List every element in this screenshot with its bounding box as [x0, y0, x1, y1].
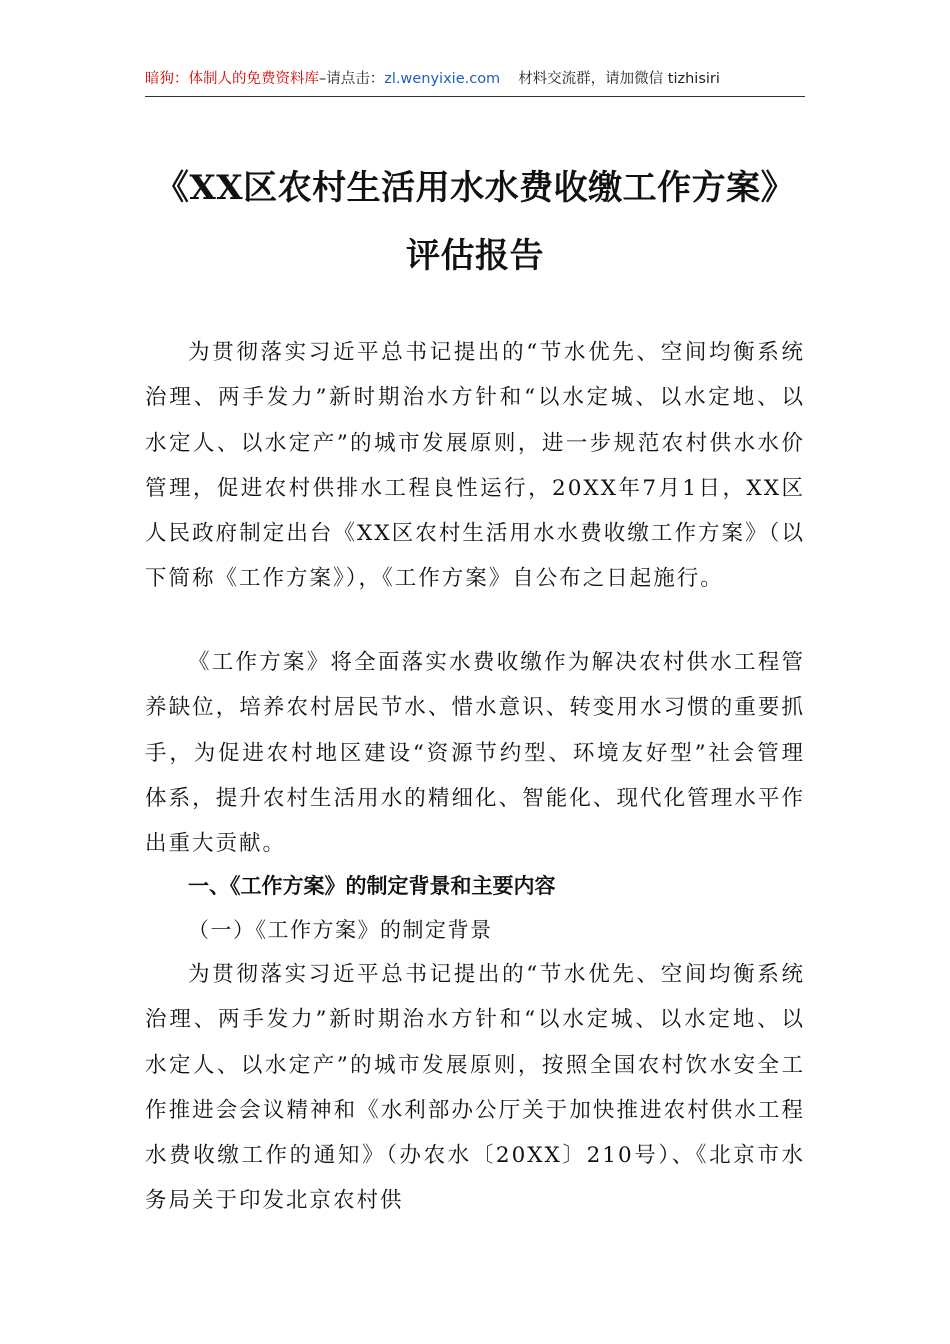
section-heading: 一、《工作方案》的制定背景和主要内容	[188, 874, 556, 898]
paragraph-summary: 《工作方案》将全面落实水费收缴作为解决农村供水工程管养缺位，培养农村居民节水、惜水意识、转变用水习惯的重要抓手，为促进农村地区建设“资源节约型、环境友好型”社会管理体系，提升农村生活用水的精细化、智能化、现代化管理水平作出重大贡献。	[145, 650, 805, 857]
header-contact: 材料交流群，请加微信 tizhisiri	[518, 71, 720, 87]
document-subtitle: 评估报告	[406, 236, 544, 276]
paragraph-background: 为贯彻落实习近平总书记提出的“节水优先、空间均衡系统治理、两手发力”新时期治水方针和“以水定城、以水定地、以水定人、以水定产”的城市发展原则，按照全国农村饮水安全工作推进会会议精神和《水利部办公厅关于加快推进农村供水工程水费收缴工作的通知》（办农水〔20XX〕210号）、《北京市水务局关于印发北京农村供	[145, 962, 805, 1214]
header-site-link[interactable]: zl.wenyixie.com	[384, 71, 501, 87]
page-header	[145, 66, 805, 97]
header-prompt: –请点击：	[319, 71, 385, 87]
subsection-heading: （一）《工作方案》的制定背景	[188, 918, 493, 942]
paragraph-intro: 为贯彻落实习近平总书记提出的“节水优先、空间均衡系统治理、两手发力”新时期治水方针和“以水定城、以水定地、以水定人、以水定产”的城市发展原则，进一步规范农村供水水价管理，促进农村供排水工程良性运行，20XX年7月1日，XX区人民政府制定出台《XX区农村生活用水水费收缴工作方案》（以下简称《工作方案》），《工作方案》自公布之日起施行。	[145, 340, 805, 592]
document-title: 《XX区农村生活用水水费收缴工作方案》	[154, 168, 796, 208]
header-brand: 暗狗：体制人的免费资料库	[145, 71, 319, 87]
